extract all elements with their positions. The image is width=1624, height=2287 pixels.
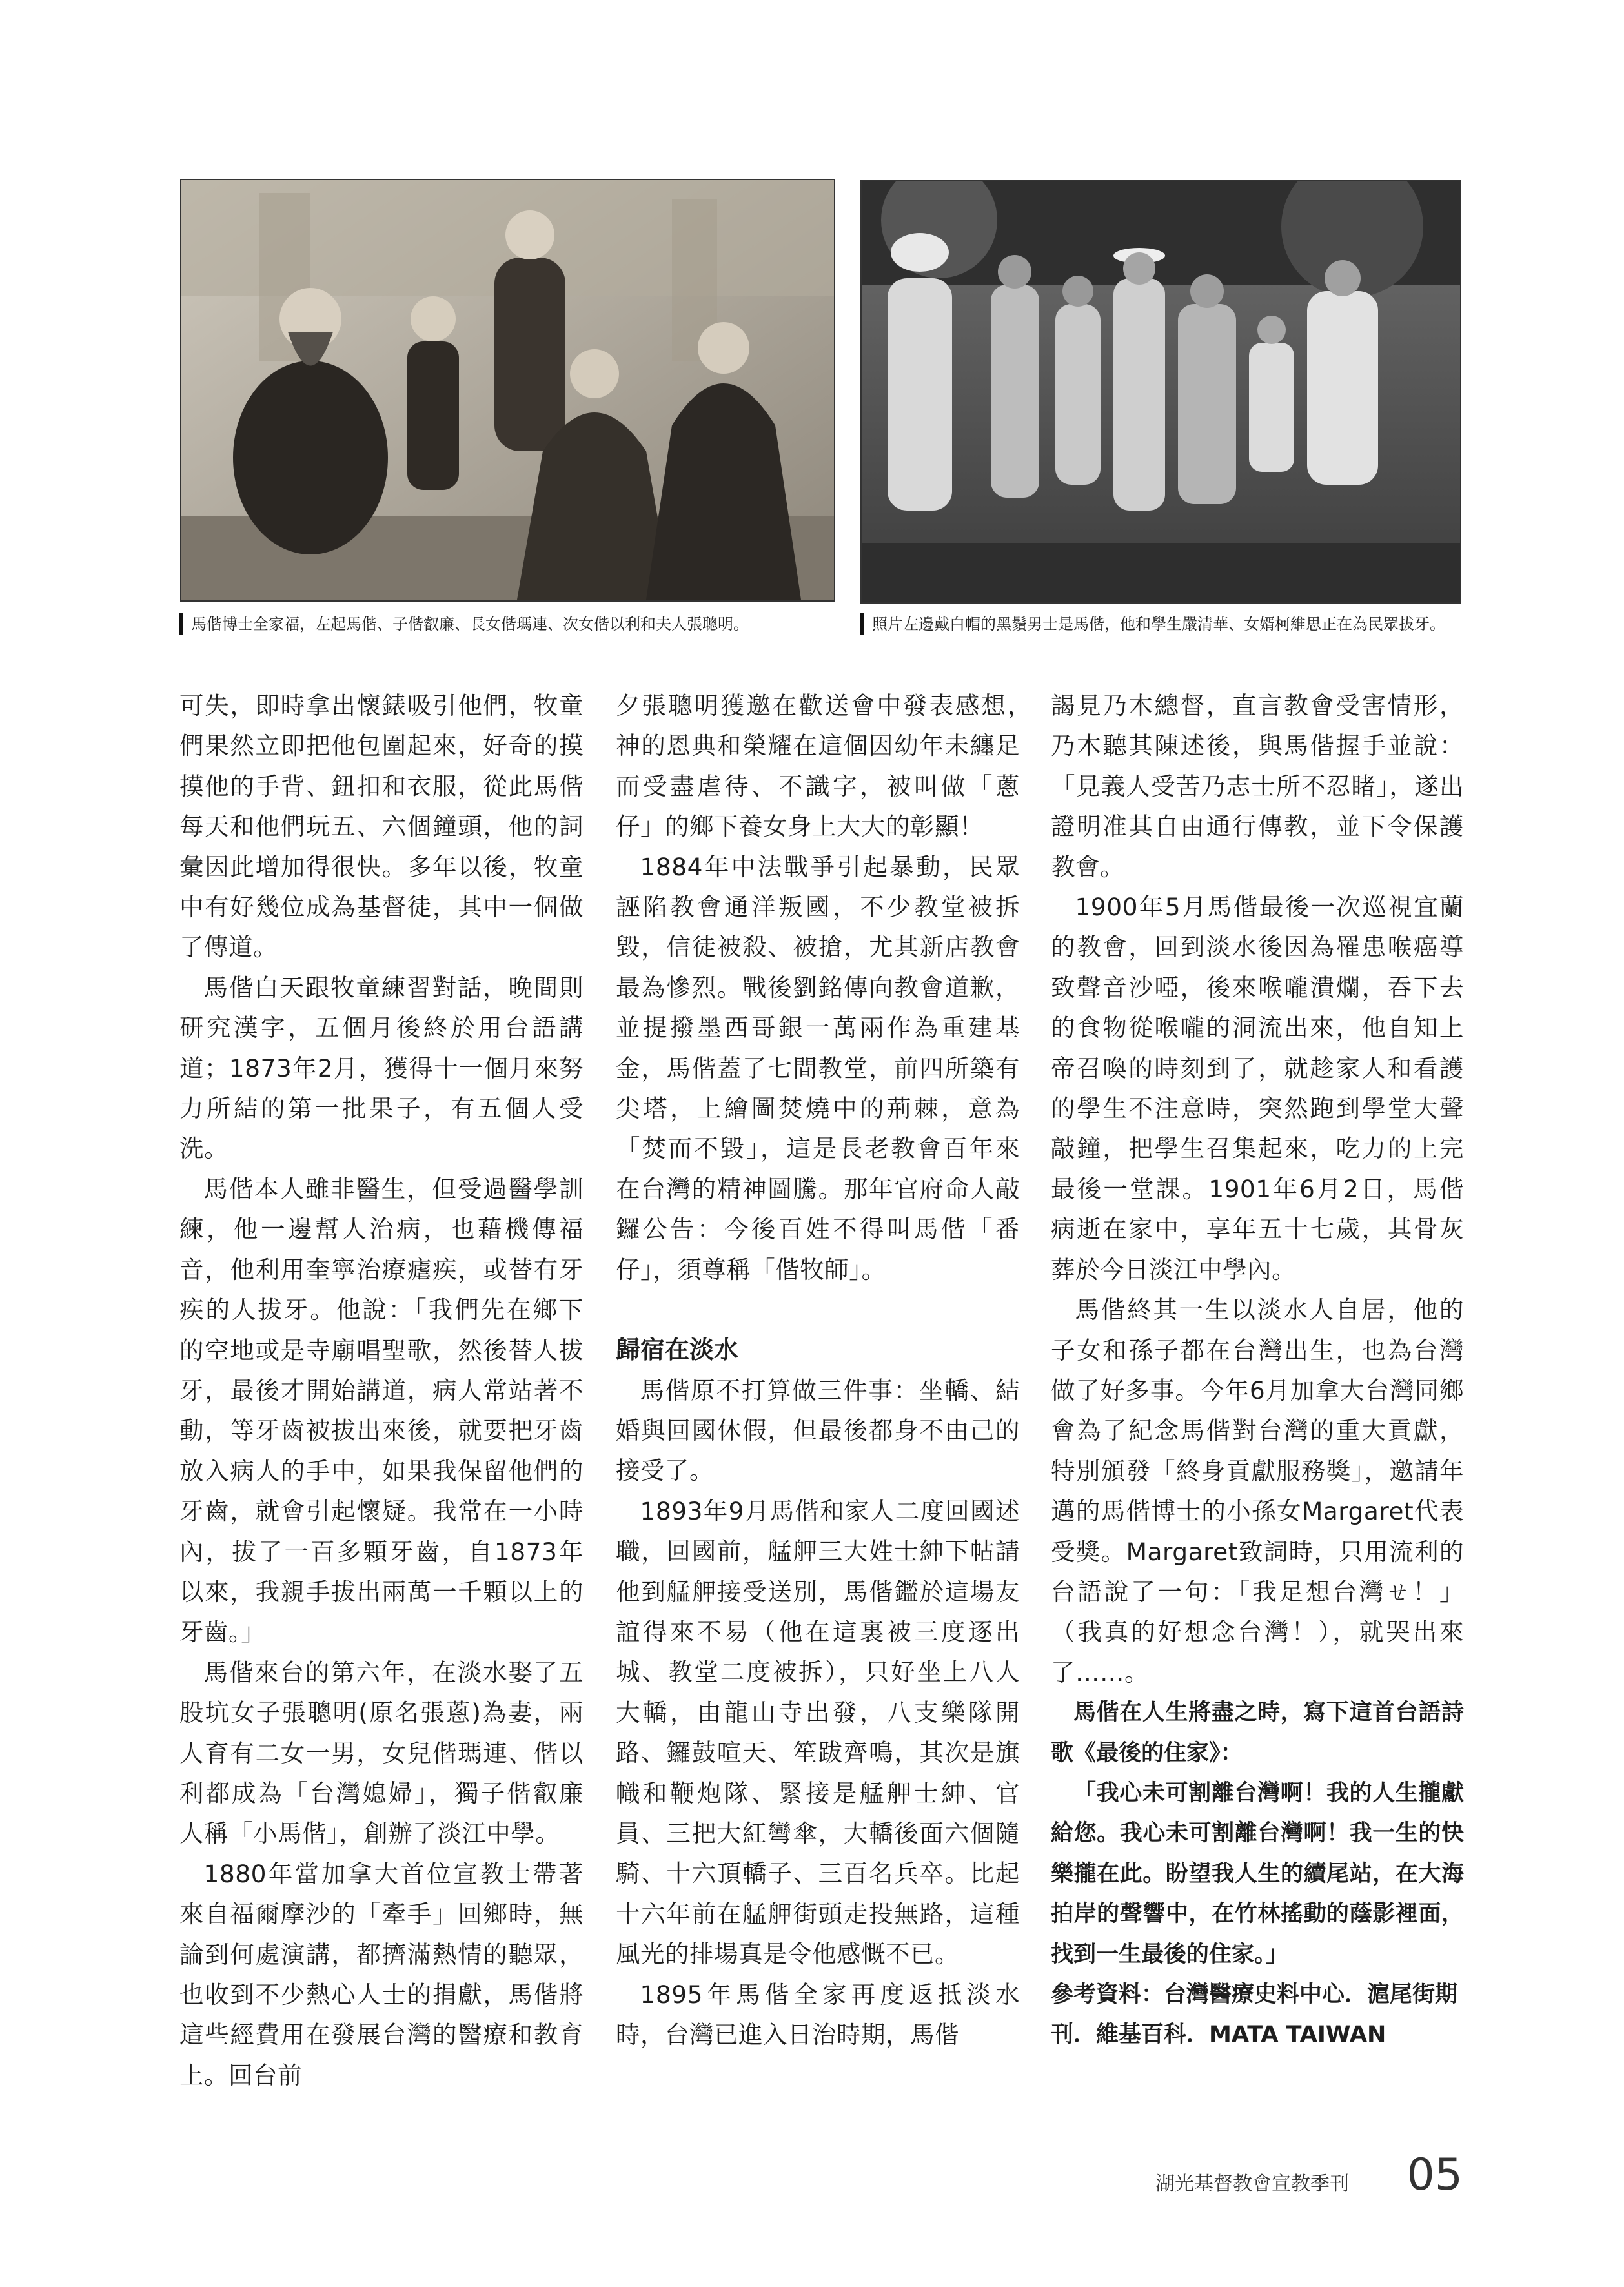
article-column-1 — [179, 686, 584, 2095]
paragraph: 1884年中法戰爭引起暴動，民眾誣陷教會通洋叛國，不少教堂被拆毀，信徒被殺、被搶，尤其新店教會最為慘烈。戰後劉銘傳向教會道歉，並提撥墨西哥銀一萬兩作為重建基金，馬偕蓋了七間教堂，前四所築有尖塔，上繪圖焚燒中的荊棘，意為「焚而不毀」，這是長老教會百年來在台灣的精神圖騰。那年官府命人敲鑼公告：今後百姓不得叫馬偕「番仔」，須尊稱「偕牧師」。 — [616, 852, 1020, 1284]
tooth-extraction-photo — [860, 180, 1461, 604]
article-column-2 — [616, 686, 1044, 2055]
page-footer — [1155, 2150, 1465, 2201]
family-photo-caption: 馬偕博士全家福，左起馬偕、子偕叡廉、長女偕瑪連、次女偕以利和夫人張聰明。 — [179, 613, 843, 635]
poem-intro: 馬偕在人生將盡之時，寫下這首台語詩歌《最後的住家》： — [1051, 1699, 1464, 1766]
paragraph: 謁見乃木總督，直言教會受害情形，乃木聽其陳述後，與馬偕握手並說：「見義人受苦乃志士所不忍睹」，遂出證明准其自由通行傳教，並下令保護教會。 — [1051, 691, 1464, 881]
section-heading: 歸宿在淡水 — [616, 1336, 739, 1365]
paragraph: 夕張聰明獲邀在歡送會中發表感想， 神的恩典和榮耀在這個因幼年未纏足而受盡虐待、不識字，被叫做「蔥仔」的鄉下養女身上大大的彰顯！ — [616, 691, 1044, 841]
family-portrait-image — [181, 180, 834, 600]
poem-text: 「我心未可割離台灣啊！我的人生攏獻給您。我心未可割離台灣啊！我一生的快樂攏在此。盼望我人生的續尾站，在大海拍岸的聲響中，在竹林搖動的蔭影裡面，找到一生最後的住家。」 — [1051, 1779, 1464, 1967]
publication-name: 湖光基督教會宣教季刊 — [1155, 2173, 1349, 2195]
paragraph: 1880年當加拿大首位宣教士帶著來自福爾摩沙的「牽手」回鄉時，無論到何處演講，都擠滿熱情的聽眾，也收到不少熱心人士的捐獻，馬偕將這些經費用在發展台灣的醫療和教育上。回台前 — [179, 1859, 584, 2089]
family-portrait-photo — [180, 179, 835, 602]
paragraph: 馬偕原不打算做三件事：坐轎、結婚與回國休假，但最後都身不由己的接受了。 — [616, 1376, 1020, 1485]
paragraph: 可失，即時拿出懷錶吸引他們，牧童們果然立即把他包圍起來，好奇的摸摸他的手背、鈕扣和衣服，從此馬偕每天和他們玩五、六個鐘頭，他的詞彙因此增加得很快。多年以後，牧童中有好幾位成為基督徒，其中一個做了傳道。 — [179, 691, 584, 962]
tooth-extraction-image — [862, 181, 1460, 602]
paragraph: 1893年9月馬偕和家人二度回國述職，回國前，艋舺三大姓士紳下帖請他到艋舺接受送別，馬偕鑑於這場友誼得來不易（他在這裏被三度逐出城、教堂二度被拆），只好坐上八人大轎，由龍山寺出發，八支樂隊開路、鑼鼓喧天、笙跋齊鳴，其次是旗幟和鞭炮隊、緊接是艋舺士紳、官員、三把大紅彎傘，大轎後面六個隨騎、十六頂轎子、三百名兵卒。比起十六年前在艋舺街頭走投無路，這種風光的排場真是令他感慨不已。 — [616, 1496, 1020, 1969]
paragraph: 1895年馬偕全家再度返抵淡水時，台灣已進入日治時期，馬偕 — [616, 1980, 1020, 2049]
paragraph: 馬偕來台的第六年，在淡水娶了五股坑女子張聰明(原名張蔥)為妻，兩人育有二女一男，女兒偕瑪連、偕以利都成為「台灣媳婦」，獨子偕叡廉人稱「小馬偕」，創辦了淡江中學。 — [179, 1658, 584, 1848]
page-number: 05 — [1406, 2150, 1463, 2201]
paragraph: 馬偕終其一生以淡水人自居，他的子女和孫子都在台灣出生，也為台灣做了好多事。今年6月加拿大台灣同鄉會為了紀念馬偕對台灣的重大貢獻，特別頒發「終身貢獻服務獎」，邀請年邁的馬偕博士的小孫女Margaret代表受獎。Margaret致詞時，只用流利的台語說了一句：「我足想台灣ㄝ！」（我真的好想念台灣！），就哭出來了……。 — [1051, 1296, 1464, 1687]
paragraph: 馬偕本人雖非醫生，但受過醫學訓練，他一邊幫人治病，也藉機傳福音，他利用奎寧治療瘧疾，或替有牙疾的人拔牙。他說：「我們先在鄉下的空地或是寺廟唱聖歌，然後替人拔牙，最後才開始講道，病人常站著不動，等牙齒被拔出來後，就要把牙齒放入病人的手中，如果我保留他們的牙齒，就會引起懷疑。我常在一小時內，拔了一百多顆牙齒，自1873年以來，我親手拔出兩萬一千顆以上的牙齒。」 — [179, 1174, 584, 1647]
references: 參考資料：台灣醫療史料中心．滬尾街期刊．維基百科．MATA TAIWAN — [1051, 1982, 1458, 2048]
paragraph: 1900年5月馬偕最後一次巡視宜蘭的教會，回到淡水後因為罹患喉癌導致聲音沙啞，後來喉嚨潰爛，吞下去的食物從喉嚨的洞流出來，他自知上帝召喚的時刻到了，就趁家人和看護的學生不注意時，突然跑到學堂大聲敲鐘，把學生召集起來，吃力的上完最後一堂課。1901年6月2日，馬偕病逝在家中，享年五十七歲，其骨灰葬於今日淡江中學內。 — [1051, 893, 1464, 1284]
paragraph: 馬偕白天跟牧童練習對話，晚間則研究漢字，五個月後終於用台語講道；1873年2月，獲得十一個月來努力所結的第一批果子，有五個人受洗。 — [179, 973, 584, 1163]
article-column-3 — [1051, 686, 1464, 2055]
tooth-photo-caption: 照片左邊戴白帽的黑鬚男士是馬偕，他和學生嚴清華、女婿柯維思正在為民眾拔牙。 — [860, 613, 1471, 635]
